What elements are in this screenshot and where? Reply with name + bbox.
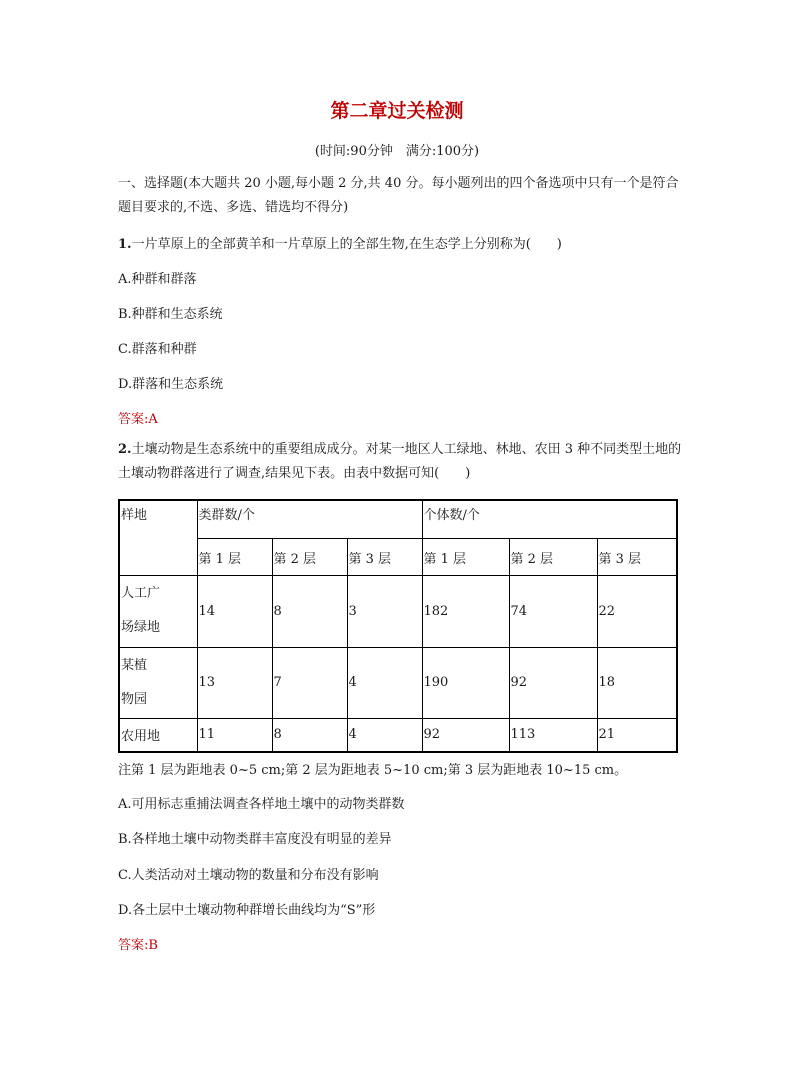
question-1-option-a: A.种群和群落 bbox=[118, 272, 197, 287]
row-site-label: 人工广 场绿地 bbox=[119, 576, 197, 647]
question-2-text: 土壤动物是生态系统中的重要组成成分。对某一地区人工绿地、林地、农田 3 种不同类型土地的土壤动物群落进行了调查,结果见下表。由表中数据可知( ) bbox=[118, 442, 682, 481]
page-title: 第二章过关检测 bbox=[330, 100, 464, 122]
header-layer-cell: 第 3 层 bbox=[597, 539, 677, 576]
table-note: 注第 1 层为距地表 0~5 cm;第 2 层为距地表 5~10 cm;第 3 层为距地表 10~15 cm。 bbox=[118, 763, 628, 778]
header-layer-cell: 第 2 层 bbox=[272, 539, 347, 576]
header-layer-cell: 第 3 层 bbox=[347, 539, 422, 576]
table-cell: 18 bbox=[597, 647, 677, 718]
question-2-number: 2. bbox=[118, 442, 132, 457]
table-row bbox=[119, 576, 677, 647]
table-cell: 113 bbox=[509, 718, 597, 752]
data-table bbox=[118, 499, 678, 753]
table-cell: 4 bbox=[347, 718, 422, 752]
question-1-option-c: C.群落和种群 bbox=[118, 342, 197, 357]
question-2-stem bbox=[118, 438, 683, 486]
header-layer-cell: 第 2 层 bbox=[509, 539, 597, 576]
table-cell: 7 bbox=[272, 647, 347, 718]
table-cell: 3 bbox=[347, 576, 422, 647]
question-1-text: 一片草原上的全部黄羊和一片草原上的全部生物,在生态学上分别称为( ) bbox=[131, 237, 562, 252]
row-site-label: 农用地 bbox=[119, 718, 197, 752]
question-1-option-d: D.群落和生态系统 bbox=[118, 377, 224, 392]
table-cell: 21 bbox=[597, 718, 677, 752]
table-cell: 8 bbox=[272, 718, 347, 752]
question-2-option-c: C.人类活动对土壤动物的数量和分布没有影响 bbox=[118, 868, 379, 883]
question-1-stem bbox=[118, 233, 562, 252]
table-subheader-row bbox=[119, 539, 677, 576]
table-cell: 4 bbox=[347, 647, 422, 718]
header-site: 样地 bbox=[119, 500, 197, 576]
row-site-label: 某植 物园 bbox=[119, 647, 197, 718]
table-cell: 92 bbox=[422, 718, 509, 752]
table-cell: 182 bbox=[422, 576, 509, 647]
table-row bbox=[119, 647, 677, 718]
question-1-answer: 答案:A bbox=[118, 412, 158, 427]
header-species-count: 类群数/个 bbox=[197, 500, 422, 539]
question-2-option-b: B.各样地土壤中动物类群丰富度没有明显的差异 bbox=[118, 832, 392, 847]
table-cell: 190 bbox=[422, 647, 509, 718]
question-2-answer: 答案:B bbox=[118, 938, 158, 953]
question-1-number: 1. bbox=[118, 237, 132, 252]
table-cell: 22 bbox=[597, 576, 677, 647]
exam-info: (时间:90分钟 满分:100分) bbox=[314, 144, 480, 159]
header-layer-cell: 第 1 层 bbox=[197, 539, 272, 576]
table-cell: 11 bbox=[197, 718, 272, 752]
question-2-option-d: D.各土层中土壤动物种群增长曲线均为“S”形 bbox=[118, 903, 376, 918]
table-cell: 8 bbox=[272, 576, 347, 647]
question-1-option-b: B.种群和生态系统 bbox=[118, 307, 223, 322]
table-cell: 74 bbox=[509, 576, 597, 647]
header-layer-cell: 第 1 层 bbox=[422, 539, 509, 576]
table-cell: 14 bbox=[197, 576, 272, 647]
table-cell: 13 bbox=[197, 647, 272, 718]
header-individual-count: 个体数/个 bbox=[422, 500, 677, 539]
table-header-row bbox=[119, 500, 677, 539]
section-intro: 一、选择题(本大题共 20 小题,每小题 2 分,共 40 分。每小题列出的四个备选项中只有一个是符合题目要求的,不选、多选、错选均不得分) bbox=[118, 176, 679, 215]
table-cell: 92 bbox=[509, 647, 597, 718]
question-2-option-a: A.可用标志重捕法调查各样地土壤中的动物类群数 bbox=[118, 797, 405, 812]
table-row bbox=[119, 718, 677, 752]
